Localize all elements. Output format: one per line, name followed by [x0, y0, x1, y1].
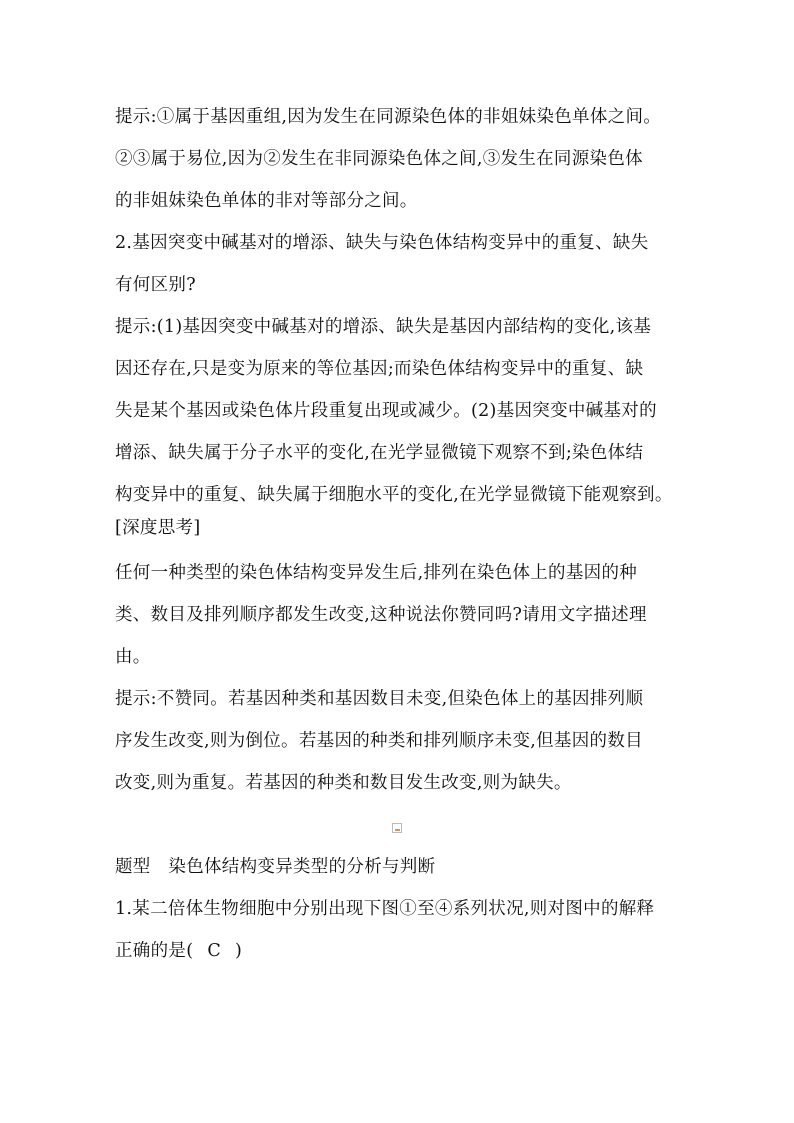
answer-hint-line-3: 改变,则为重复。若基因的种类和数目发生改变,则为缺失。: [115, 773, 572, 793]
answer-hint-line-2: 序发生改变,则为倒位。若基因的种类和排列顺序未变,但基因的数目: [115, 731, 643, 751]
deep-thinking-line-2: 类、数目及排列顺序都发生改变,这种说法你赞同吗?请用文字描述理: [115, 605, 647, 625]
question-1-prefix: 正确的是(: [115, 941, 194, 961]
deep-thinking-line-1: 任何一种类型的染色体结构变异发生后,排列在染色体上的基因的种: [115, 563, 638, 583]
hint-line-5: 构变异中的重复、缺失属于细胞水平的变化,在光学显微镜下能观察到。: [115, 485, 673, 505]
question-1-line-1: 1.某二倍体生物细胞中分别出现下图①至④系列状况,则对图中的解释: [115, 899, 655, 919]
text-line-2: ②③属于易位,因为②发生在非同源染色体之间,③发生在同源染色体: [115, 149, 643, 169]
question-2-line-1: 2.基因突变中碱基对的增添、缺失与染色体结构变异中的重复、缺失: [115, 233, 649, 253]
deep-thinking-heading: [深度思考]: [115, 518, 201, 538]
hint-line-2: 因还存在,只是变为原来的等位基因;而染色体结构变异中的重复、缺: [115, 359, 644, 379]
hint-line-1: 提示:(1)基因突变中碱基对的增添、缺失是基因内部结构的变化,该基: [115, 317, 652, 337]
text-line-3: 的非姐妹染色单体的非对等部分之间。: [115, 191, 418, 211]
broken-image-icon: [392, 823, 402, 833]
section-heading: 题型 染色体结构变异类型的分析与判断: [115, 857, 436, 877]
question-1-suffix: ): [235, 941, 243, 961]
text-line-1: 提示:①属于基因重组,因为发生在同源染色体的非姐妹染色单体之间。: [115, 107, 662, 127]
deep-thinking-line-3: 由。: [115, 647, 151, 667]
hint-line-4: 增添、缺失属于分子水平的变化,在光学显微镜下观察不到;染色体结: [115, 443, 644, 463]
question-2-line-2: 有何区别?: [115, 275, 196, 295]
answer-hint-line-1: 提示:不赞同。若基因种类和基因数目未变,但染色体上的基因排列顺: [115, 689, 644, 709]
question-1-line-2: [115, 939, 690, 963]
hint-line-3: 失是某个基因或染色体片段重复出现或减少。(2)基因突变中碱基对的: [115, 401, 657, 421]
answer-choice: C: [207, 941, 222, 961]
